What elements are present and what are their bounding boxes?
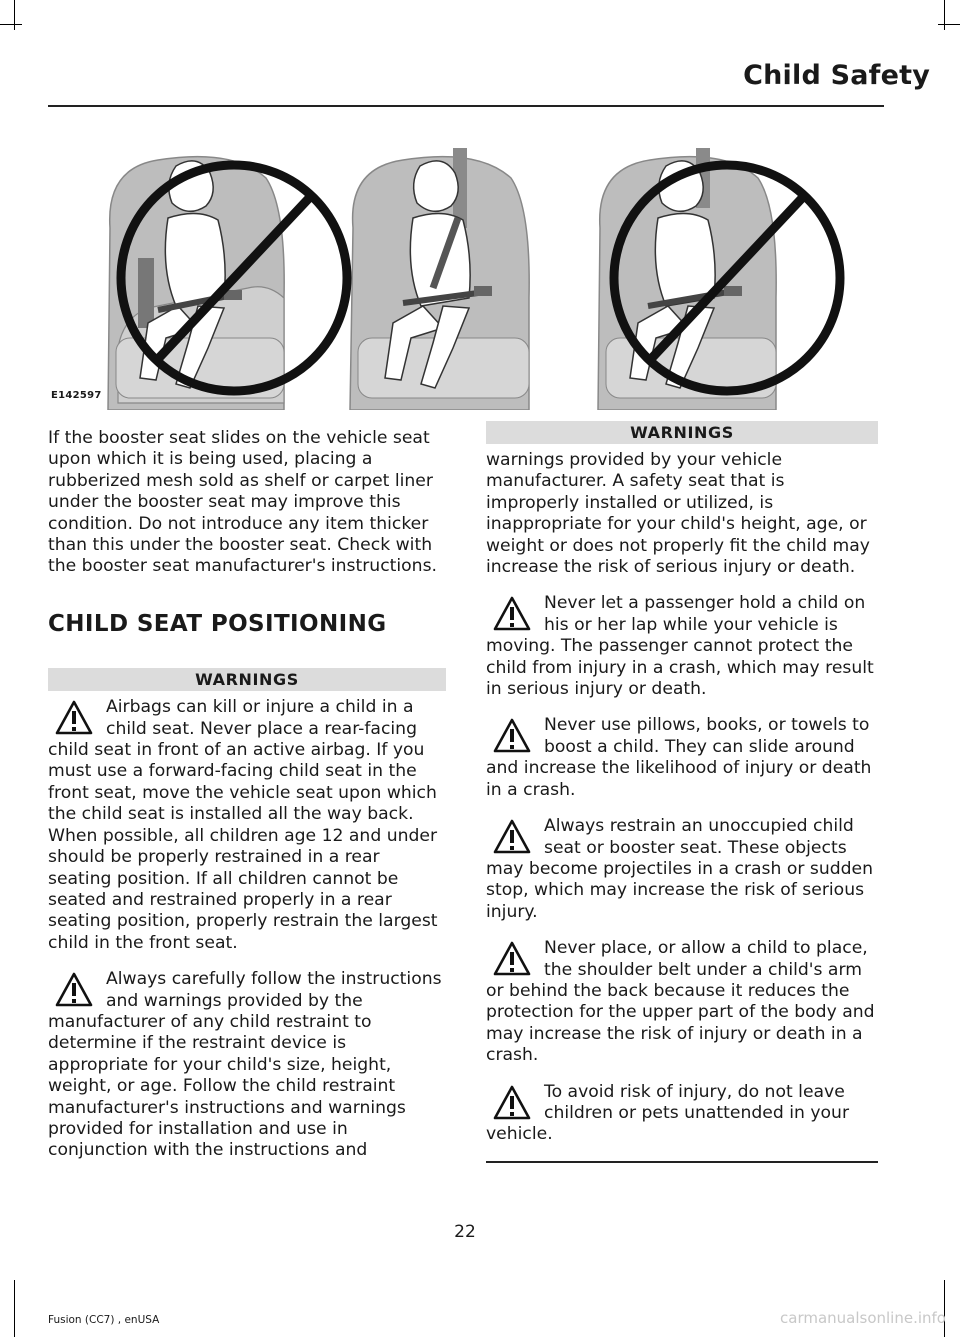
crop-mark: [944, 0, 945, 30]
booster-seat-illustration: [48, 148, 884, 410]
warning-text: Airbags can kill or injure a child in a child seat. Never place a rear-facing child seat in front of an active airbag. If you must use a forward-facing child seat in the front seat, move the vehicle seat upon which the child seat is installed all the way back. When possible, all children age 12 and under should be properly restrained in a rear seating position. If all children cannot be seated and restrained properly in a rear seating position, properly restrain the largest child in the front seat.: [48, 697, 438, 953]
crop-mark: [14, 1280, 15, 1337]
warning-triangle-icon: [492, 717, 532, 755]
warning-triangle-icon: [54, 699, 94, 737]
warning-triangle-icon: [492, 595, 532, 633]
warning-item: [486, 715, 878, 801]
warning-triangle-icon: [54, 971, 94, 1009]
warning-item: [486, 1082, 878, 1146]
warnings-end-divider: [486, 1161, 878, 1163]
warnings-header: WARNINGS: [486, 421, 878, 444]
watermark: carmanualsonline.info: [780, 1309, 946, 1327]
right-column: [486, 421, 878, 1163]
page-title: Child Safety: [743, 60, 930, 91]
warning-text: To avoid risk of injury, do not leave children or pets unattended in your vehicle.: [486, 1081, 850, 1145]
left-column: [48, 428, 446, 1177]
warning-item: [48, 697, 446, 954]
warning-text: Never let a passenger hold a child on his or her lap while your vehicle is moving. The passenger cannot protect the child from injury in a crash, which may result in serious injury or death.: [486, 593, 874, 700]
figure-id: E142597: [51, 390, 102, 401]
warning-triangle-icon: [492, 1084, 532, 1122]
warning-item: [486, 938, 878, 1066]
warning-text: Always carefully follow the instructions and warnings provided by the manufacturer of any child restraint to determine if the restraint device is appropriate for your child's size, height, weight, or age. Follow the child restraint manufacturer's instructions and warnings provided for installation and use in conjunction with the instructions and: [48, 969, 442, 1161]
crop-mark: [14, 0, 15, 30]
intro-paragraph: If the booster seat slides on the vehicle seat upon which it is being used, placing a rubberized mesh sold as shelf or carpet liner under the booster seat may improve this condition. Do not introduce any item thicker than this under the booster seat. Check with the booster seat manufacturer's instructions.: [48, 428, 437, 577]
warnings-header: WARNINGS: [48, 668, 446, 691]
crop-mark: [938, 24, 960, 25]
page-number: 22: [454, 1222, 476, 1242]
warning-item: [486, 593, 878, 700]
booster-panel-wrong-2: [598, 148, 776, 410]
header-divider: [48, 105, 884, 107]
warning-continuation: warnings provided by your vehicle manufacturer. A safety seat that is improperly installed or utilized, is inappropriate for your child's height, age, or weight or does not properly fit the child may increase the risk of serious injury or death.: [486, 450, 870, 578]
warning-item: [48, 969, 446, 1162]
warning-text: Always restrain an unoccupied child seat or booster seat. These objects may become projectiles in a crash or sudden stop, which may increase the risk of serious injury.: [486, 816, 874, 922]
footer-model: Fusion (CC7) , enUSA: [48, 1314, 160, 1326]
warning-triangle-icon: [492, 940, 532, 978]
booster-panel-wrong-1: [108, 157, 284, 410]
crop-mark: [0, 24, 22, 25]
warning-text: Never place, or allow a child to place, the shoulder belt under a child's arm or behind the back because it reduces the protection for the upper part of the body and may increase the risk of injury or death in a crash.: [486, 938, 875, 1066]
warning-item: [486, 816, 878, 923]
warning-text: Never use pillows, books, or towels to boost a child. They can slide around and increase the likelihood of injury or death in a crash.: [486, 715, 872, 800]
booster-panel-correct: [350, 148, 529, 410]
warning-triangle-icon: [492, 818, 532, 856]
section-heading: CHILD SEAT POSITIONING: [48, 610, 387, 637]
